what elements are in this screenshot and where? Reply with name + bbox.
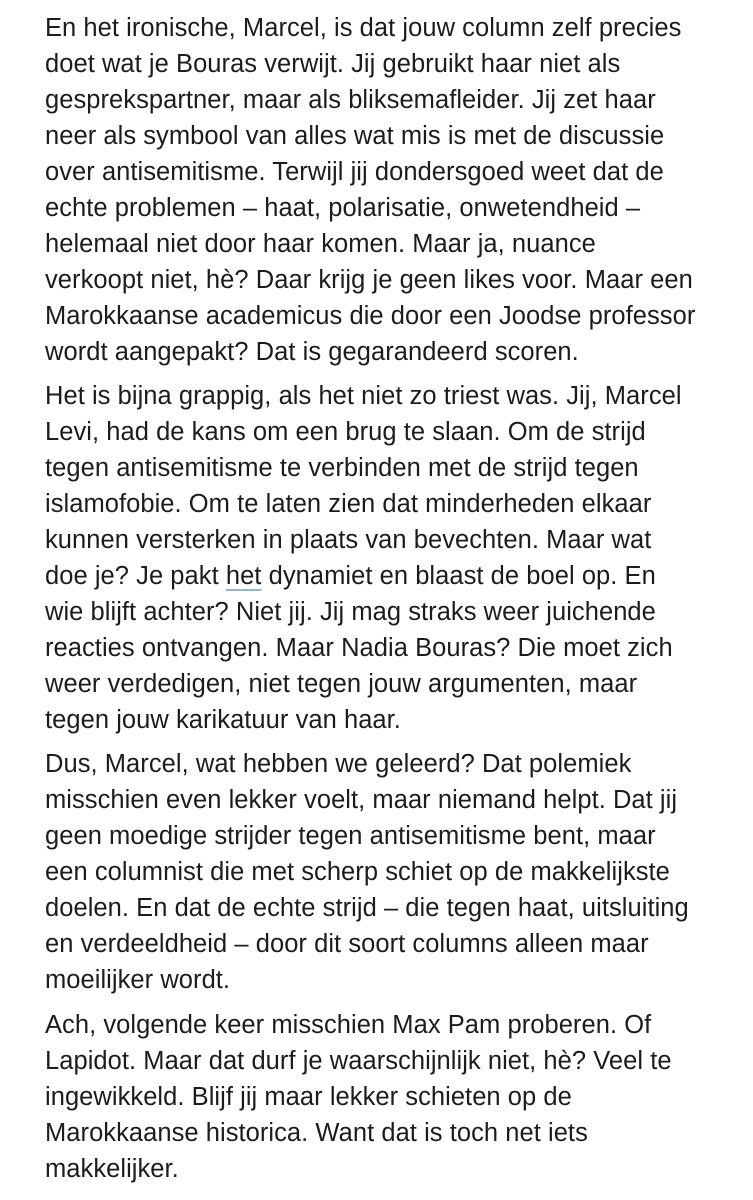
text-line: tegen jouw karikatuur van haar. <box>45 706 401 734</box>
text-line: helemaal niet door haar komen. Maar ja, nuance <box>45 230 596 258</box>
text-line <box>45 558 682 594</box>
text-line: misschien even lekker voelt, maar niemand helpt. Dat jij <box>45 786 678 814</box>
text-line: doelen. En dat de echte strijd – die tegen haat, uitsluiting <box>45 894 689 922</box>
text-line: gesprekspartner, maar als bliksemafleider. Jij zet haar <box>45 86 656 114</box>
text-line: Marokkaanse academicus die door een Joodse professor <box>45 302 696 330</box>
text-line: kunnen versterken in plaats van bevechten. Maar wat <box>45 526 652 554</box>
text-line: echte problemen – haat, polarisatie, onwetendheid – <box>45 194 641 222</box>
text-line: geen moedige strijder tegen antisemitisme bent, maar <box>45 822 656 850</box>
text-line: Ach, volgende keer misschien Max Pam proberen. Of <box>45 1011 652 1039</box>
text-line: Marokkaanse historica. Want dat is toch net iets <box>45 1119 588 1147</box>
text-segment: dynamiet en blaast de boel op. En <box>261 562 656 590</box>
text-line: Lapidot. Maar dat durf je waarschijnlijk niet, hè? Veel te <box>45 1047 672 1075</box>
text-line: verkoopt niet, hè? Daar krijg je geen likes voor. Maar een <box>45 266 693 294</box>
text-line: tegen antisemitisme te verbinden met de strijd tegen <box>45 454 639 482</box>
paragraph-2 <box>45 378 682 738</box>
paragraph-4 <box>45 1007 672 1187</box>
paragraph-3 <box>45 746 689 998</box>
text-line: over antisemitisme. Terwijl jij dondersgoed weet dat de <box>45 158 664 186</box>
text-segment: doe je? Je pakt <box>45 562 226 590</box>
text-line: Het is bijna grappig, als het niet zo triest was. Jij, Marcel <box>45 382 682 410</box>
text-line: makkelijker. <box>45 1155 179 1183</box>
text-line: reacties ontvangen. Maar Nadia Bouras? Die moet zich <box>45 634 673 662</box>
text-line: Levi, had de kans om een brug te slaan. Om de strijd <box>45 418 646 446</box>
text-line: wie blijft achter? Niet jij. Jij mag straks weer juichende <box>45 598 656 626</box>
text-line: islamofobie. Om te laten zien dat minderheden elkaar <box>45 490 652 518</box>
text-line: en verdeeldheid – door dit soort columns alleen maar <box>45 930 649 958</box>
text-line: moeilijker wordt. <box>45 966 231 994</box>
text-line: Dus, Marcel, wat hebben we geleerd? Dat polemiek <box>45 750 632 778</box>
text-line: weer verdedigen, niet tegen jouw argumenten, maar <box>45 670 638 698</box>
paragraph-1 <box>45 10 695 370</box>
inline-link[interactable]: het <box>225 562 262 590</box>
text-line: doet wat je Bouras verwijt. Jij gebruikt haar niet als <box>45 50 621 78</box>
text-line: ingewikkeld. Blijf jij maar lekker schieten op de <box>45 1083 572 1111</box>
text-line: een columnist die met scherp schiet op de makkelijkste <box>45 858 670 886</box>
text-line: neer als symbool van alles wat mis is met de discussie <box>45 122 665 150</box>
text-line: En het ironische, Marcel, is dat jouw column zelf precies <box>45 14 682 42</box>
text-line: wordt aangepakt? Dat is gegarandeerd scoren. <box>45 338 579 366</box>
